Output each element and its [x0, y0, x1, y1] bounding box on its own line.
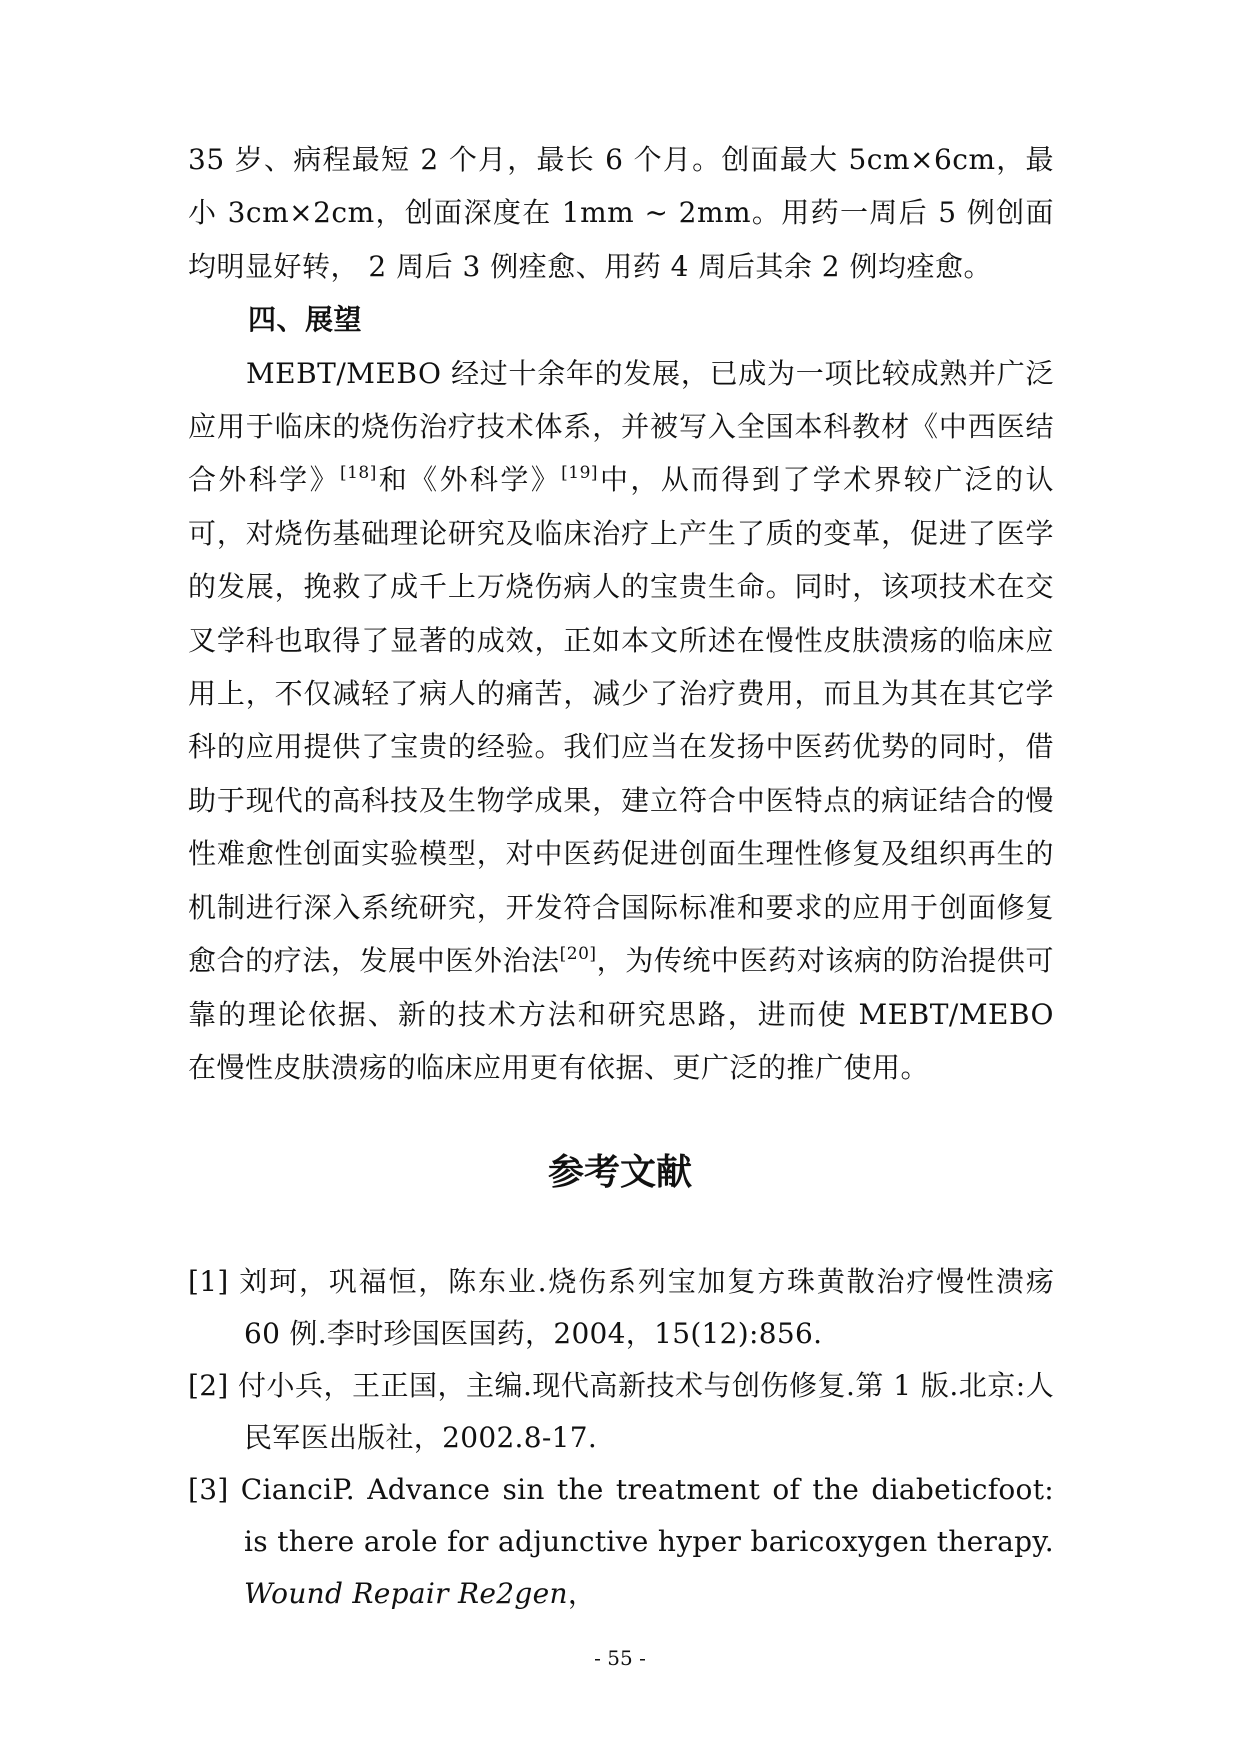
reference-item — [188, 1464, 1054, 1620]
outlook-text-4: ，为传统中医药对该病的防治提供可靠的理论依据、新的技术方法和研究思路，进而使 MEBT/MEBO 在慢性皮肤溃疡的临床应用更有依据、更广泛的推广使用。 — [188, 944, 1054, 1084]
outlook-text-2: 和《外科学》 — [376, 463, 562, 497]
paragraph-outlook — [188, 347, 1054, 1095]
body-text — [188, 133, 1054, 1094]
reference-item — [188, 1256, 1054, 1360]
reference-item — [188, 1360, 1054, 1464]
references-list — [188, 1256, 1054, 1620]
references-title: 参考文献 — [547, 1152, 692, 1193]
citation-18[interactable]: [18] — [339, 463, 377, 484]
page-number: - 55 - — [594, 1646, 646, 1670]
section-heading: 四、展望 — [248, 303, 363, 337]
reference-journal: Wound Repair Re2gen — [244, 1577, 568, 1610]
reference-text: [3] CianciP. Advance sin the treatment of the diabeticfoot: is there arole for adjunctive hyper baricoxygen therapy. — [188, 1473, 1054, 1558]
reference-text: [1] 刘珂，巩福恒，陈东业.烧伤系列宝加复方珠黄散治疗慢性溃疡 60 例.李时珍国医国药，2004，15(12):856. — [188, 1265, 1054, 1350]
reference-text: [2] 付小兵，王正国，主编.现代高新技术与创伤修复.第 1 版.北京:人民军医出版社，2002.8-17. — [188, 1369, 1054, 1454]
citation-20[interactable]: [20] — [559, 944, 597, 965]
outlook-text-1: MEBT/MEBO 经过十余年的发展，已成为一项比较成熟并广泛应用于临床的烧伤治疗技术体系，并被写入全国本科教材《中西医结合外科学》 — [188, 356, 1054, 497]
citation-19[interactable]: [19] — [561, 463, 599, 484]
reference-tail: ， — [567, 1577, 597, 1610]
paragraph-continuation: 35 岁、病程最短 2 个月，最长 6 个月。创面最大 5cm×6cm，最小 3cm×2cm，创面深度在 1mm ~ 2mm。用药一周后 5 例创面均明显好转， 2 周后 3 例痊愈、用药 4 周后其余 2 例均痊愈。 — [188, 143, 1054, 283]
outlook-text-3: 中，从而得到了学术界较广泛的认可，对烧伤基础理论研究及临床治疗上产生了质的变革，促进了医学的发展，挽救了成千上万烧伤病人的宝贵生命。同时，该项技术在交叉学科也取得了显著的成效，正如本文所述在慢性皮肤溃疡的临床应用上，不仅减轻了病人的痛苦，减少了治疗费用，而且为其在其它学科的应用提供了宝贵的经验。我们应当在发扬中医药优势的同时，借助于现代的高科技及生物学成果，建立符合中医特点的病证结合的慢性难愈性创面实验模型，对中医药促进创面生理性修复及组织再生的机制进行深入系统研究，开发符合国际标准和要求的应用于创面修复愈合的疗法，发展中医外治法 — [188, 463, 1054, 978]
